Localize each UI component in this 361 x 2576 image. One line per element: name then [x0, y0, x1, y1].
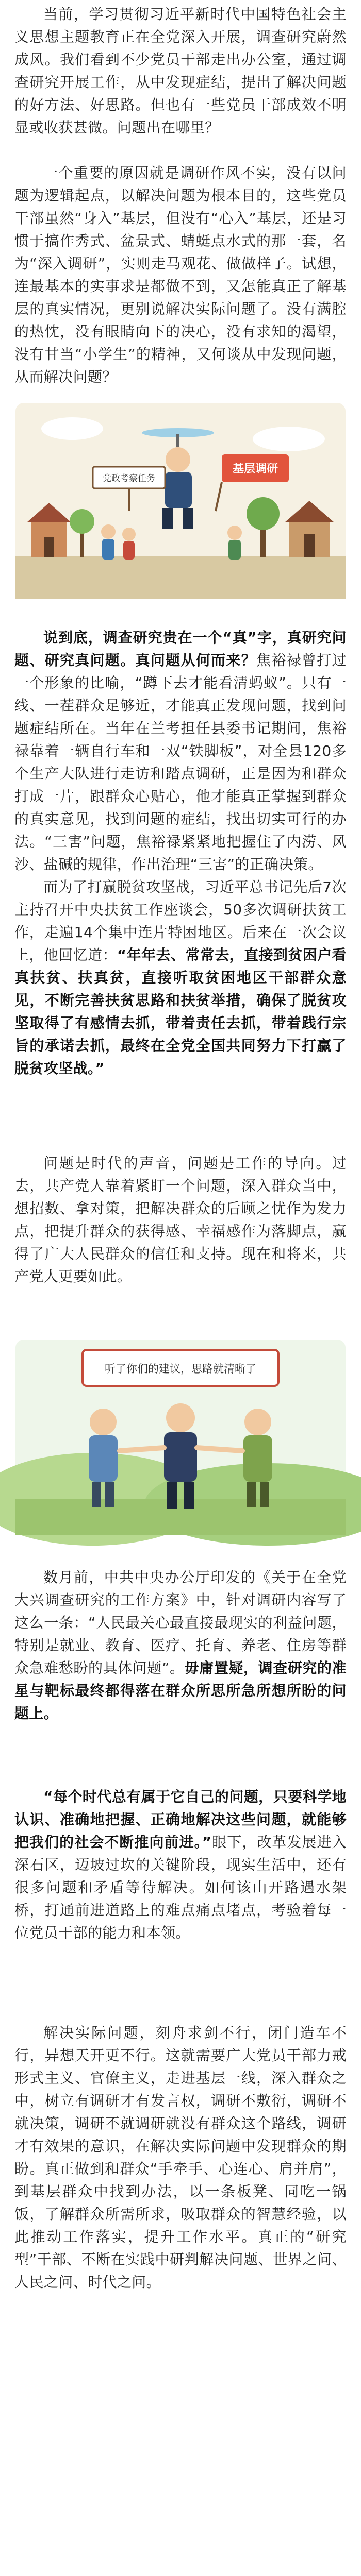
paragraph-real-problems: [14, 626, 347, 876]
paragraph-cause: 一个重要的原因就是调研作风不实，没有以问题为逻辑起点，以解决问题为根本目的，这些党员干部虽然“身入”基层，但没有“心入”基层，还是习惯于搞作秀式、盆景式、蜻蜓点水式的那一套，名为“深入调研”，实则走马观花、做做样子。试想，连最基本的实事求是都做不到，又怎能真正了解基层的真实情况，更别说解决实际问题了。没有满腔的热忱，没有眼睛向下的决心，没有求知的渴望，没有甘当“小学生”的精神，又何谈从中发现问题，从而解决问题？: [14, 164, 347, 385]
illustration-listening: [0, 1329, 361, 1546]
paragraph-poverty: [14, 876, 347, 1080]
paragraph-era-problems-quote: “每个时代总有属于它自己的问题，只要科学地认识、准确地把握、正确地解决这些问题，就能够把我们的社会不断推向前进。”: [14, 1788, 347, 1851]
paragraph-era-problems-body: 眼下，改革发展进入深石区，迈坡过坎的关键阶段，现实生活中，还有很多问题和矛盾等待解决。如何该山开路遇水架桥，打通前进道路上的难点痛点堵点，考验着每一位党员干部的能力和本领。: [14, 1834, 347, 1941]
svg-text:基层调研: 基层调研: [232, 463, 278, 476]
paragraph-real-problems-lead: 说到底，调查研究贵在一个“真”字，真研究问题、研究真问题。真问题从何而来？: [14, 629, 347, 669]
paragraph-voice-of-era: 问题是时代的声音，问题是工作的导向。过去，共产党人靠着紧盯一个问题，深入群众当中，想招数、拿对策，把解决群众的后顾之忧作为发力点，把提升群众的获得感、幸福感作为落脚点，赢得了广大人民群众的信任和支持。现在和将来，共产党人更要如此。: [14, 1155, 347, 1285]
illustration-research-show: [0, 393, 361, 609]
paragraph-poverty-body: 而为了打赢脱贫攻坚战，习近平总书记先后7次主持召开中央扶贫工作座谈会，50多次调研扶贫工作，走遍14个集中连片特困地区。后来在一次会议上，他回忆道：: [14, 878, 347, 963]
paragraph-intro: 当前，学习贯彻习近平新时代中国特色社会主义思想主题教育正在全党深入开展，调查研究蔚然成风。我们看到不少党员干部走出办公室，通过调查研究开展工作，从中发现症结，提出了解决问题的好方法、好思路。但也有一些党员干部成效不明显或收获甚微。问题出在哪里？: [14, 6, 347, 136]
paragraph-work-plan: [14, 1566, 347, 1725]
paragraph-solve-problems: 解决实际问题，刻舟求剑不行，闭门造车不行，异想天开更不行。这就需要广大党员干部力戒形式主义、官僚主义，走进基层一线，深入群众之中，树立有调研才有发言权，调研不敷衍，调研不就决策，调研不就调研就没有群众这个路线，调研才有效果的意识，在解决实际问题中发现群众的期盼。真正做到和群众“手牵手、心连心、肩并肩”，到基层群众中找到办法，以一条板凳、同吃一锅饭，了解群众所需所求，吸取群众的智慧经验，以此推动工作落实，提升工作水平。真正的“研究型”干部、不断在实践中研判解决问题、世界之问、人民之问、时代之问。: [14, 2024, 347, 2291]
paragraph-era-problems: [14, 1786, 347, 1944]
svg-text:党政考察任务: 党政考察任务: [103, 473, 155, 484]
suggestion-board: [83, 1350, 278, 1386]
paragraph-work-plan-body: 数月前，中共中央办公厅印发的《关于在全党大兴调查研究的工作方案》中，针对调研内容写了这么一条：“人民最关心最直接最现实的利益问题，特别是就业、教育、医疗、托育、养老、住房等群众急难愁盼的具体问题”。: [14, 1569, 347, 1676]
paragraph-real-problems-body: 焦裕禄曾打过一个形象的比喻，“蹲下去才能看清蚂蚁”。只有一线、一茬群众足够近，才能真正发现问题，找到问题症结所在。当年在兰考担任县委书记期间，焦裕禄靠着一辆自行车和一双“铁脚板”，对全县120多个生产大队进行走访和踏点调研，正是因为和群众打成一片，跟群众心贴心，他才能真正掌握到群众的真实意见，找到问题的症结，找出切实可行的办法。“三害”问题，焦裕禄紧紧地把握住了内涝、风沙、盐碱的规律，作出治理“三害”的正确决策。: [14, 652, 347, 873]
paragraph-poverty-quote: “年年去、常常去，直接到贫困户看真扶贫、扶真贫，直接听取贫困地区干部群众意见，不断完善扶贫思路和扶贫举措，确保了脱贫攻坚取得了有感情去抓，带着责任去抓，带着践行宗旨的承诺去抓，最终在全党全国共同努力下打赢了脱贫攻坚战。”: [14, 946, 347, 1077]
svg-text:听了你们的建议，思路就清晰了: 听了你们的建议，思路就清晰了: [105, 1363, 256, 1375]
paragraph-work-plan-emphasis: 毋庸置疑，调查研究的准星与靶标最终都得落在群众所思所急所想所盼的问题上。: [14, 1659, 347, 1722]
